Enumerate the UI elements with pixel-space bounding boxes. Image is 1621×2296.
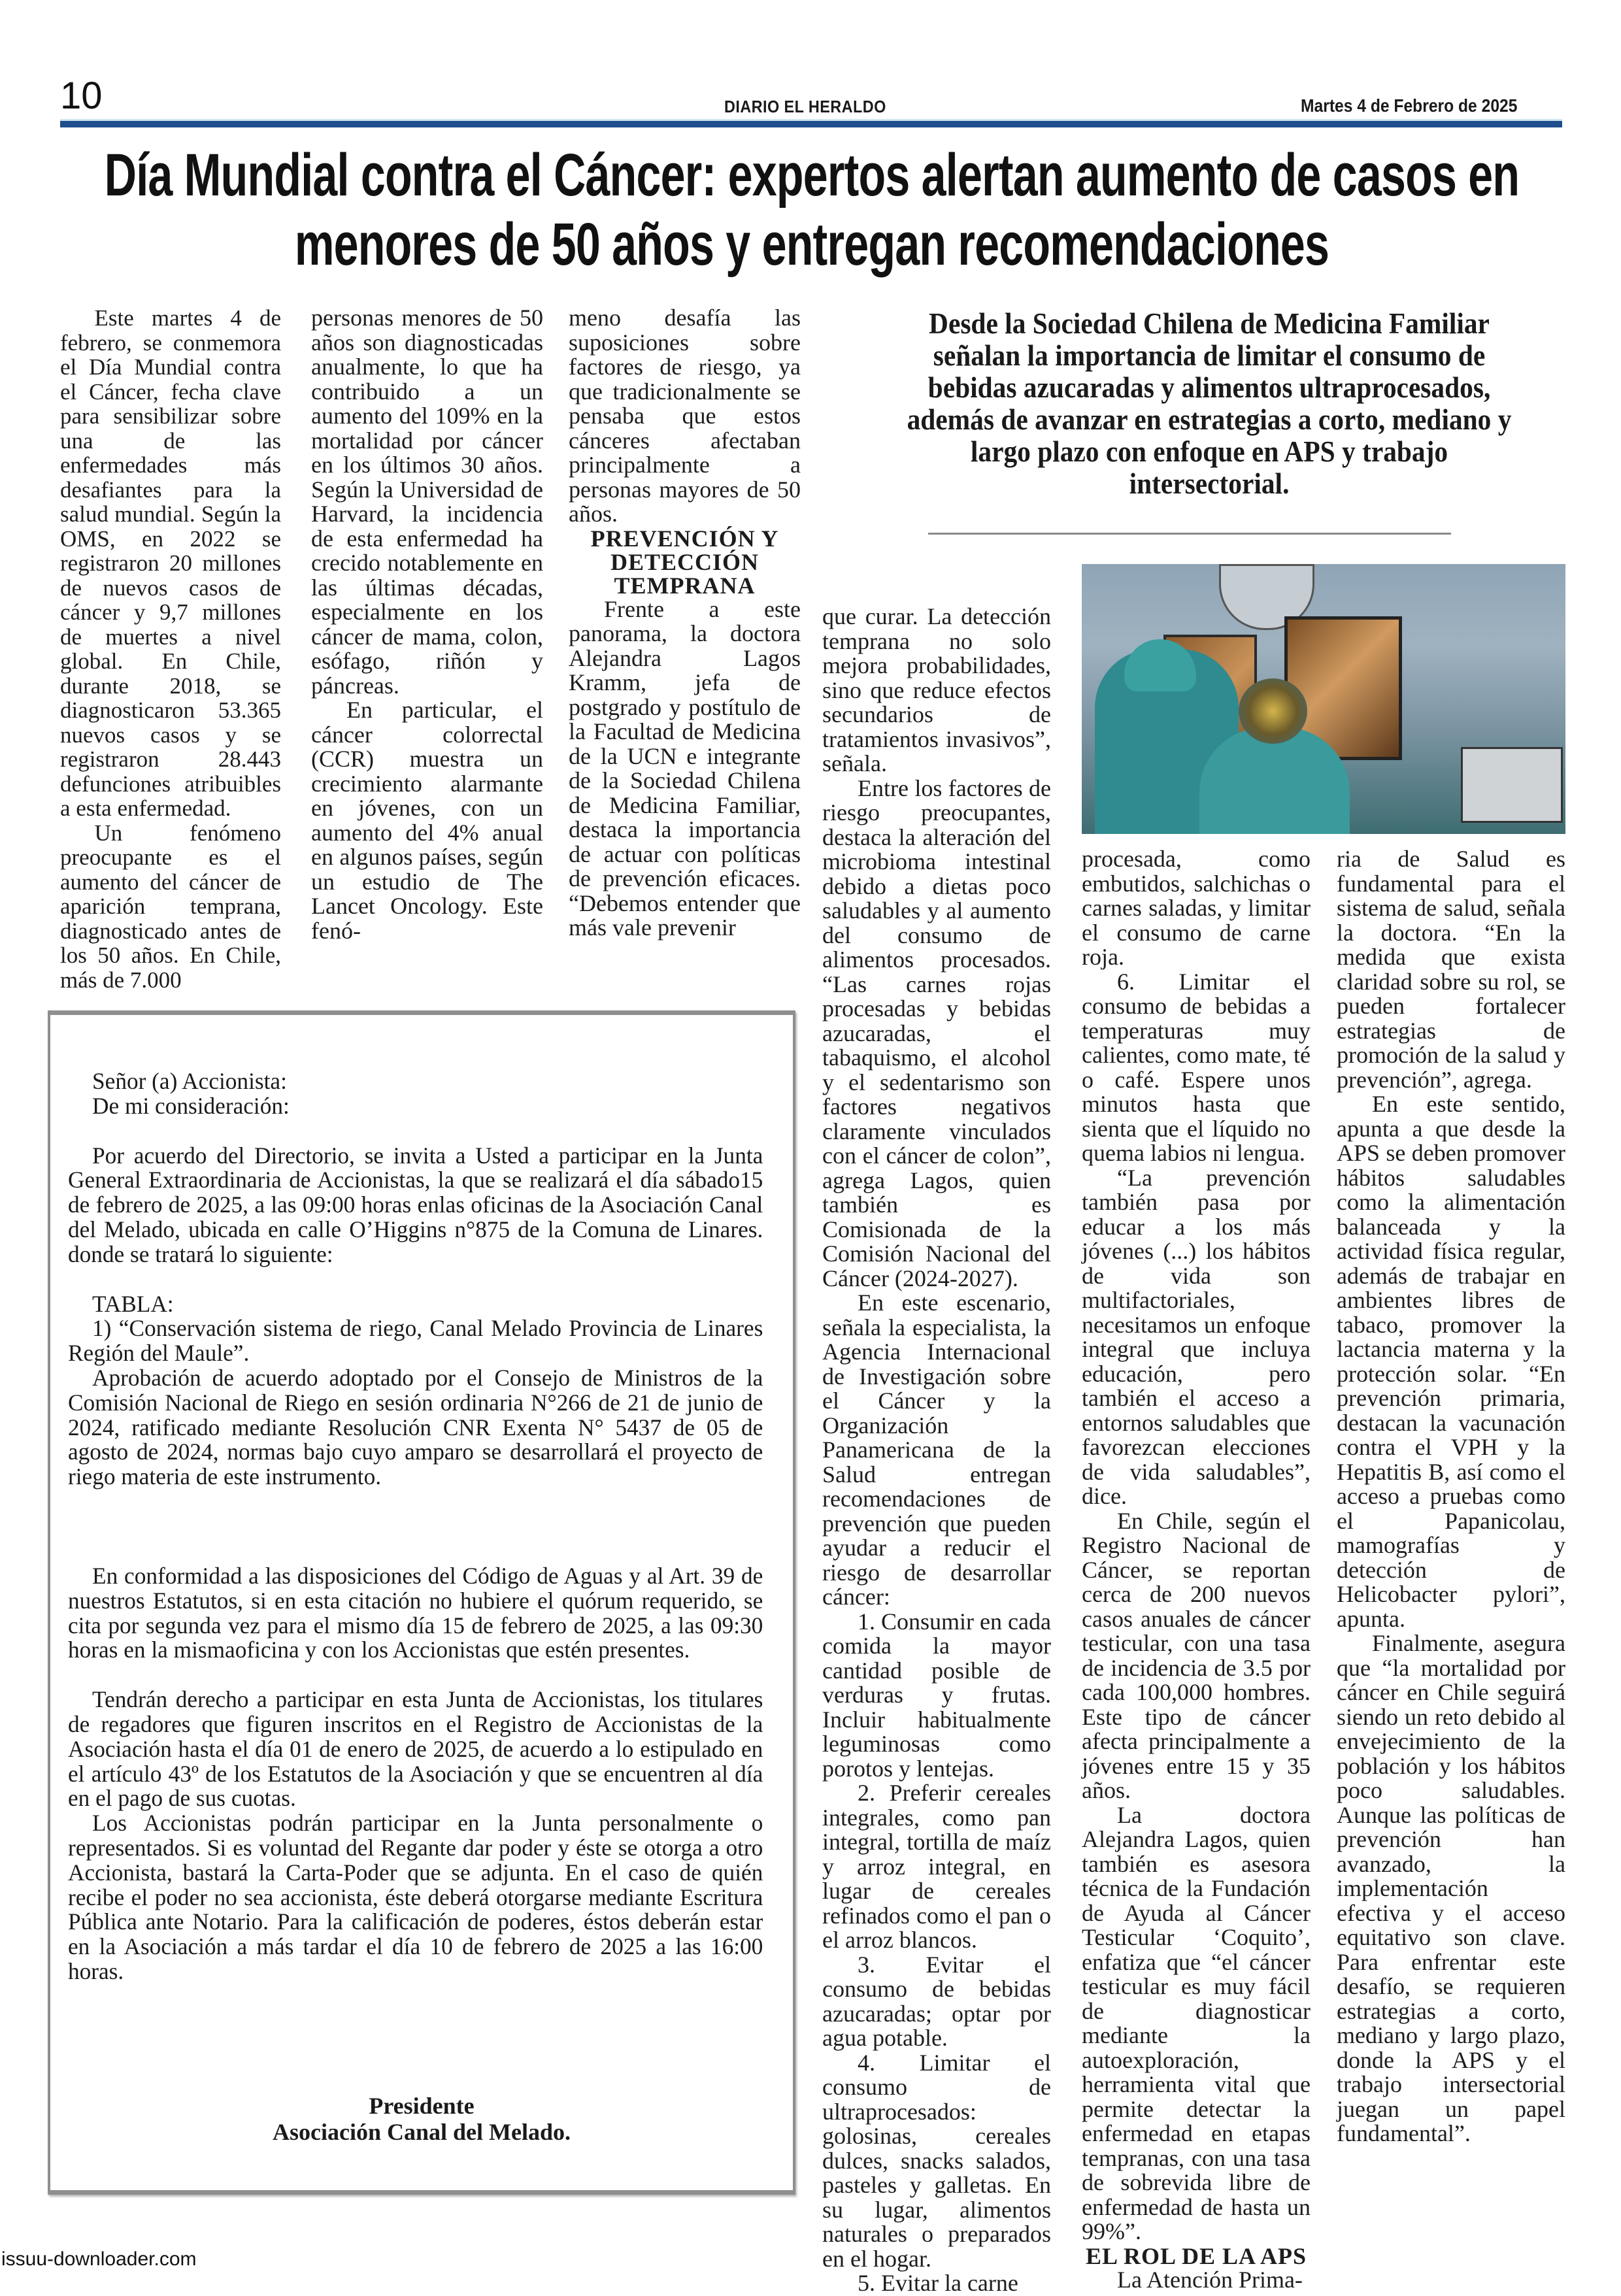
surgery-photo <box>1082 564 1565 834</box>
paragraph: Entre los factores de riesgo preocupantes, destaca la alteración del microbioma intestinal debido a dietas poco saludables y al aumento del consumo de alimentos procesados. “Las carnes rojas procesadas y bebidas azucaradas, el tabaquismo, el alcohol y el sedentarismo son factores negativos claramente vinculados con el cáncer de colon”, agrega Lagos, quien también es Comisionada de la Comisión Nacional del Cáncer (2024-2027). <box>822 774 1051 1291</box>
paragraph: En este sentido, apunta a que desde la APS se deben promover hábitos saludables como la alimentación balanceada y la actividad física regular, además de trabajar en ambientes libres de tabaco, promover la lactancia materna y la protección solar. “En prevención primaria, destacan la vacunación contra el VPH y la Hepatitis B, así como el acceso a pruebas como el Papanicolau, mamografías y detección de Helicobacter pylori”, apunta. <box>1337 1091 1565 1632</box>
paragraph: Finalmente, asegura que “la mortalidad por cáncer en Chile seguirá siendo un reto debido al envejecimiento de la población y los hábitos poco saludables. Aunque las políticas de prevención han avanzado, la implementación efectiva y el acceso equitativo son clave. Para enfrentar este desafío, se requieren estrategias a corto, mediano y largo plazo, donde la APS y el trabajo intersectorial juegan un papel fundamental”. <box>1337 1630 1565 2146</box>
article-column-2 <box>311 306 543 943</box>
article-headline: Día Mundial contra el Cáncer: expertos alertan aumento de casos en menores de 50 años y entregan recomendaciones <box>104 142 1520 278</box>
paragraph: Los Accionistas podrán participar en la Junta personalmente o representados. Si es voluntad del Regante dar poder y éste se otorga a otro Accionista, bastará la Carta-Poder que se adjunta. En el caso de quién recibe el poder no sea accionista, éste deberá otorgarse mediante Escritura Pública ante Notario. Para la calificación de poderes, éstos deberán estar en la Asociación a más tardar el día 10 de febrero de 2025 a las 16:00 horas. <box>68 1810 763 1984</box>
paragraph: Un fenómeno preocupante es el aumento del cáncer de aparición temprana, diagnosticado antes de los 50 años. En Chile, más de 7.000 <box>60 820 281 993</box>
list-item: 3. Evitar el consumo de bebidas azucaradas; optar por agua potable. <box>822 1951 1051 2051</box>
paragraph: En conformidad a las disposiciones del Código de Aguas y al Art. 39 de nuestros Estatutos, si en esta citación no hubiere el quórum requerido, se cita por segunda vez para el mismo día 15 de febrero de 2025, a las 09:30 horas en la mismaoficina y con los Accionistas que estén presentes. <box>68 1562 763 1663</box>
spacer <box>68 1119 763 1144</box>
paragraph: Aprobación de acuerdo adoptado por el Consejo de Ministros de la Comisión Nacional de Riego en sesión ordinaria N°266 de 21 de junio de 2024, ratificado mediante Resolución CNR Exenta N° 5437 de 05 de agosto de 2024, normas bajo cuyo amparo se desarrollará el proyecto de riego materia de este instrumento. <box>68 1364 763 1490</box>
notice-salutation: Señor (a) Accionista: <box>92 1068 287 1094</box>
paragraph: En este escenario, señala la especialista, la Agencia Internacional de Investigación sobre el Cáncer y la Organización Panamericana de la Salud entregan recomendaciones de prevención que pueden ayudar a reducir el riesgo de desarrollar cáncer: <box>822 1289 1051 1610</box>
section-subhead: EL ROL DE LA APS <box>1085 2242 1307 2269</box>
signature-title: Presidente <box>369 2093 475 2119</box>
article-column-5 <box>1082 847 1311 2292</box>
deck-divider <box>928 533 1451 535</box>
issue-date: Martes 4 de Febrero de 2025 <box>1301 95 1518 116</box>
spacer <box>68 1539 763 1564</box>
section-subhead: PREVENCIÓN Y DETECCIÓN TEMPRANA <box>590 525 779 599</box>
header-rule <box>60 119 1562 127</box>
paragraph: “La prevención también pasa por educar a los más jóvenes (...) los hábitos de vida son multifactoriales, necesitamos un enfoque integral que incluya educación, pero también el acceso a entornos saludables que favorezcan elecciones de vida saludables”, dice. <box>1082 1164 1311 1509</box>
watermark-text: issuu-downloader.com <box>1 2248 197 2270</box>
list-item: 2. Preferir cereales integrales, como pan integral, tortilla de maíz y arroz integral, en lugar de cereales refinados como el pan o el arroz blancos. <box>822 1780 1051 1953</box>
article-deck: Desde la Sociedad Chilena de Medicina Familiar señalan la importancia de limitar el consumo de bebidas azucaradas y alimentos ultraprocesados, además de avanzar en estrategias a corto, mediano y largo plazo con enfoque en APS y trabajo intersectorial. <box>907 307 1512 500</box>
newspaper-name: DIARIO EL HERALDO <box>724 97 886 116</box>
paragraph: Este martes 4 de febrero, se conmemora el Día Mundial contra el Cáncer, fecha clave para sensibilizar sobre una de las enfermedades más desafiantes para la salud mundial. Según la OMS, en 2022 se registraron 20 millones de nuevos casos de cáncer y 9,7 millones de muertes a nivel global. En Chile, durante 2018, se diagnosticaron 53.365 nuevos casos y se registraron 28.443 defunciones atribuibles a esta enfermedad. <box>60 305 281 821</box>
paragraph: En Chile, según el Registro Nacional de Cáncer, se reportan cerca de 200 nuevos casos anuales de cáncer testicular, con una tasa de incidencia de 3.5 por cada 100,000 hombres. Este tipo de cáncer afecta principalmente a jóvenes entre 15 y 35 años. <box>1082 1507 1311 1803</box>
page-number: 10 <box>60 75 103 117</box>
agenda-label: TABLA: <box>92 1290 174 1317</box>
paragraph: Por acuerdo del Directorio, se invita a Usted a participar en la Junta General Extraordinaria de Accionistas, la que se realizará el día sábado15 de febrero de 2025, a las 09:00 horas enlas oficinas de la Asociación Canal del Melado, ubicada en calle O’Higgins n°875 de la Comuna de Linares. donde se tratará lo siguiente: <box>68 1142 763 1267</box>
article-column-6 <box>1337 847 1565 2146</box>
signature-organization: Asociación Canal del Melado. <box>273 2119 571 2145</box>
list-item: 4. Limitar el consumo de ultraprocesados: golosinas, cereales dulces, snacks salados, pasteles y galletas. En su lugar, alimentos naturales o preparados en el hogar. <box>822 2049 1051 2272</box>
paragraph: Tendrán derecho a participar en esta Junta de Accionistas, los titulares de regadores que figuren inscritos en el Registro de Accionistas de la Asociación hasta el día 01 de enero de 2025, de acuerdo a lo estipulado en el artículo 43º de los Estatutos de la Asociación y que se encuentren al día en el pago de sus cuotas. <box>68 1686 763 1812</box>
paragraph: ria de Salud es fundamental para el sistema de salud, señala la doctora. “En la medida que exista claridad sobre su rol, se pueden fortalecer estrategias de promoción de la salud y prevención”, agrega. <box>1337 846 1565 1093</box>
spacer <box>68 1663 763 1688</box>
paragraph: procesada, como embutidos, salchichas o carnes saladas, y limitar el consumo de carne roja. <box>1082 846 1311 970</box>
spacer <box>68 1044 763 1069</box>
paragraph: En particular, el cáncer colorrectal (CCR) muestra un crecimiento alarmante en jóvenes, con un aumento del 4% anual en algunos países, según un estudio de The Lancet Oncology. Este fenó- <box>311 697 543 944</box>
shareholder-notice-body <box>68 1044 763 1984</box>
notice-signature <box>48 2093 795 2145</box>
paragraph: La Atención Prima- <box>1117 2266 1303 2293</box>
notice-greeting: De mi consideración: <box>92 1092 290 1119</box>
article-column-3 <box>569 306 801 940</box>
paragraph: La doctora Alejandra Lagos, quien también es asesora técnica de la Fundación de Ayuda al Cáncer Testicular ‘Coquito’, enfatiza que “el cáncer testicular es muy fácil de diagnosticar mediante la autoexploración, herramienta vital que permite detectar la enfermedad en etapas tempranas, con una tasa de sobrevida libre de enfermedad de hasta un 99%”. <box>1082 1801 1311 2244</box>
paragraph: meno desafía las suposiciones sobre factores de riesgo, ya que tradicionalmente se pensaba que estos cánceres afectaban principalmente a personas mayores de 50 años. <box>569 305 801 527</box>
article-column-1 <box>60 306 281 992</box>
paragraph: que curar. La detección temprana no solo mejora probabilidades, sino que reduce efectos secundarios de tratamientos invasivos”, señala. <box>822 603 1051 776</box>
agenda-item: 1) “Conservación sistema de riego, Canal Melado Provincia de Linares Región del Maule”. <box>68 1315 763 1367</box>
equipment-shape <box>1461 747 1563 823</box>
article-column-4 <box>822 605 1051 2296</box>
list-item: 5. Evitar la carne <box>858 2270 1018 2296</box>
paragraph: Frente a este panorama, la doctora Alejandra Lagos Kramm, jefa de postgrado y postítulo de la Facultad de Medicina de la UCN e integrante de la Sociedad Chilena de Medicina Familiar, destaca la importancia de actuar con políticas de prevención eficaces. “Debemos entender que más vale prevenir <box>569 595 801 940</box>
list-item: 1. Consumir en cada comida la mayor cantidad posible de verduras y frutas. Incluir habitualmente leguminosas como porotos y lentejas. <box>822 1608 1051 1782</box>
surgical-cap-shape <box>1239 678 1307 744</box>
paragraph: personas menores de 50 años son diagnosticadas anualmente, lo que ha contribuido a un aumento del 109% en la mortalidad por cáncer en los últimos 30 años. Según la Universidad de Harvard, la incidencia de esta enfermedad ha crecido notablemente en las últimas décadas, especialmente en los cáncer de mama, colon, esófago, riñón y páncreas. <box>311 305 543 699</box>
spacer <box>68 1267 763 1292</box>
spacer <box>68 1489 763 1539</box>
list-item: 6. Limitar el consumo de bebidas a temperaturas muy calientes, como mate, té o café. Espere unos minutos hasta que sienta que el líquido no quema labios ni lengua. <box>1082 968 1311 1166</box>
